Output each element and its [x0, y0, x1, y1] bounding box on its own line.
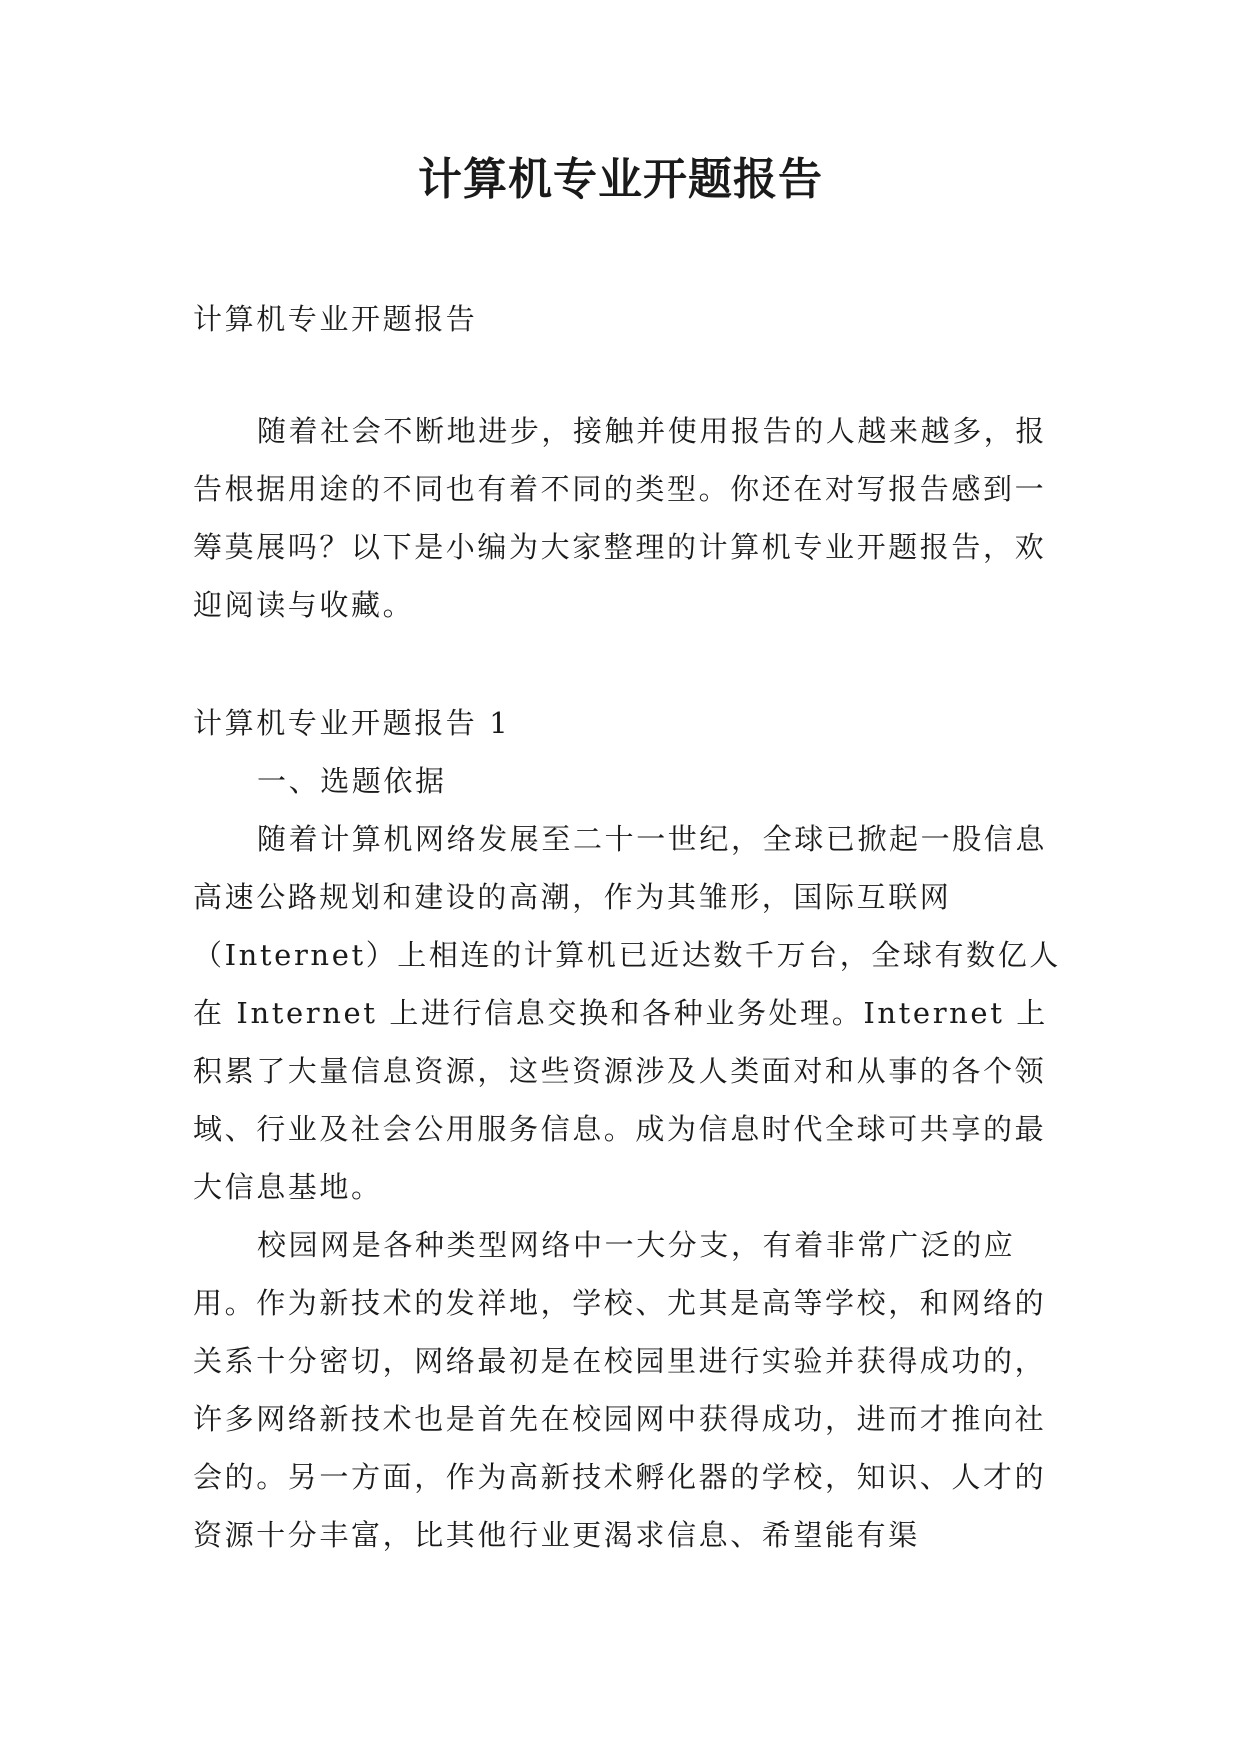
body-paragraph: 校园网是各种类型网络中一大分支，有着非常广泛的应用。作为新技术的发祥地，学校、尤其是高等学校，和网络的关系十分密切，网络最初是在校园里进行实验并获得成功的，许多网络新技术也是首先在校园网中获得成功，进而才推向社会的。另一方面，作为高新技术孵化器的学校，知识、人才的资源十分丰富，比其他行业更渴求信息、希望能有渠 — [193, 1228, 1047, 1552]
section-title: 计算机专业开题报告 1 — [193, 706, 511, 740]
document-title: 计算机专业开题报告 — [418, 154, 823, 205]
section-heading: 一、选题依据 — [257, 764, 447, 798]
section-body — [193, 752, 1061, 1564]
intro-paragraph: 随着社会不断地进步，接触并使用报告的人越来越多，报告根据用途的不同也有着不同的类型。你还在对写报告感到一筹莫展吗？以下是小编为大家整理的计算机专业开题报告，欢迎阅读与收藏。 — [193, 414, 1048, 622]
body-paragraph: 随着计算机网络发展至二十一世纪，全球已掀起一股信息高速公路规划和建设的高潮，作为其雏形，国际互联网（Internet）上相连的计算机已近达数千万台，全球有数亿人在 Internet 上进行信息交换和各种业务处理。Internet 上积累了大量信息资源，这些资源涉及人类面对和从事的各个领域、行业及社会公用服务信息。成为信息时代全球可共享的最大信息基地。 — [193, 822, 1061, 1204]
document-subtitle: 计算机专业开题报告 — [193, 302, 478, 336]
